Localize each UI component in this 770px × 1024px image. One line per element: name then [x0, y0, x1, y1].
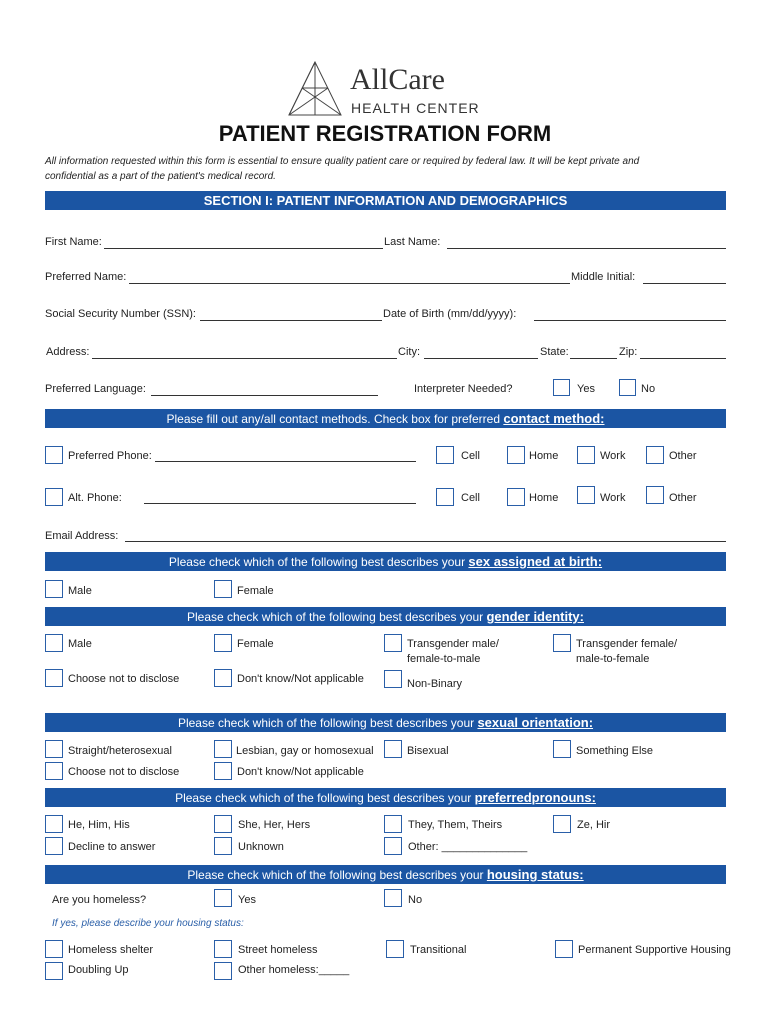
orientation-something-else-checkbox[interactable] — [553, 740, 571, 758]
pronouns-other-label: Other: ______________ — [408, 841, 528, 853]
state-field[interactable] — [570, 358, 617, 359]
pronouns-decline-label: Decline to answer — [68, 841, 156, 853]
gender-choose-not-checkbox[interactable] — [45, 669, 63, 687]
phone1-cell-checkbox[interactable] — [436, 446, 454, 464]
housing-heading: Please check which of the following best describes your housing status: — [45, 865, 726, 884]
pronouns-they-label: They, Them, Theirs — [408, 819, 503, 831]
phone1-other-label: Other — [669, 450, 697, 462]
phone1-work-label: Work — [600, 450, 626, 462]
homeless-yes-label: Yes — [238, 894, 256, 906]
gender-dont-know-label: Don't know/Not applicable — [237, 673, 364, 685]
gender-female-label: Female — [237, 638, 274, 650]
sex-heading: Please check which of the following best describes your sex assigned at birth: — [45, 552, 726, 571]
homeless-no-label: No — [408, 894, 423, 906]
interpreter-no-checkbox[interactable] — [619, 379, 636, 396]
brand-name: AllCare — [350, 63, 445, 96]
pronouns-decline-checkbox[interactable] — [45, 837, 63, 855]
triangle-logo-icon — [285, 60, 345, 120]
gender-trans-female-label: Transgender female/ male-to-female — [576, 638, 678, 665]
phone2-work-checkbox[interactable] — [577, 486, 595, 504]
middle-initial-label: Middle Initial: — [571, 271, 636, 283]
phone2-cell-label: Cell — [461, 492, 480, 504]
phone1-home-label: Home — [529, 450, 559, 462]
housing-other-label: Other homeless:_____ — [238, 964, 350, 976]
ssn-field[interactable] — [200, 320, 382, 321]
logo — [285, 60, 495, 120]
alt-phone-field[interactable] — [144, 503, 416, 504]
orientation-something-else-label: Something Else — [576, 745, 654, 757]
homeless-question-label: Are you homeless? — [52, 894, 147, 906]
pronouns-they-checkbox[interactable] — [384, 815, 402, 833]
orientation-choose-not-label: Choose not to disclose — [68, 766, 180, 778]
orientation-heading: Please check which of the following best describes your sexual orientation: — [45, 713, 726, 732]
alt-phone-label: Alt. Phone: — [68, 492, 122, 504]
homeless-no-checkbox[interactable] — [384, 889, 402, 907]
gender-trans-female-checkbox[interactable] — [553, 634, 571, 652]
phone2-other-label: Other — [669, 492, 697, 504]
zip-label: Zip: — [619, 346, 638, 358]
pronouns-she-checkbox[interactable] — [214, 815, 232, 833]
preferred-name-label: Preferred Name: — [45, 271, 127, 283]
housing-transitional-label: Transitional — [410, 944, 467, 956]
housing-shelter-label: Homeless shelter — [68, 944, 153, 956]
pronouns-unknown-label: Unknown — [238, 841, 284, 853]
housing-if-yes-note: If yes, please describe your housing status: — [52, 918, 244, 929]
orientation-lesbian-checkbox[interactable] — [214, 740, 232, 758]
phone2-cell-checkbox[interactable] — [436, 488, 454, 506]
state-label: State: — [540, 346, 569, 358]
housing-shelter-checkbox[interactable] — [45, 940, 63, 958]
housing-permanent-label: Permanent Supportive Housing — [578, 944, 731, 956]
last-name-label: Last Name: — [384, 236, 441, 248]
last-name-field[interactable] — [447, 248, 726, 249]
intro-line-2: confidential as a part of the patient's medical record. — [45, 171, 276, 182]
orientation-choose-not-checkbox[interactable] — [45, 762, 63, 780]
interpreter-yes-checkbox[interactable] — [553, 379, 570, 396]
housing-permanent-checkbox[interactable] — [555, 940, 573, 958]
phone2-other-checkbox[interactable] — [646, 486, 664, 504]
section-1-heading: SECTION I: PATIENT INFORMATION AND DEMOGRAPHICS — [45, 191, 726, 210]
dob-field[interactable] — [534, 320, 726, 321]
preferred-language-field[interactable] — [151, 395, 378, 396]
dob-label: Date of Birth (mm/dd/yyyy): — [383, 308, 517, 320]
pronouns-she-label: She, Her, Hers — [238, 819, 311, 831]
address-field[interactable] — [92, 358, 397, 359]
ssn-label: Social Security Number (SSN): — [45, 308, 196, 320]
alt-phone-checkbox[interactable] — [45, 488, 63, 506]
preferred-phone-checkbox[interactable] — [45, 446, 63, 464]
email-field[interactable] — [125, 541, 726, 542]
homeless-yes-checkbox[interactable] — [214, 889, 232, 907]
sex-male-label: Male — [68, 585, 92, 597]
housing-street-label: Street homeless — [238, 944, 318, 956]
preferred-phone-field[interactable] — [155, 461, 416, 462]
preferred-language-label: Preferred Language: — [45, 383, 146, 395]
interpreter-label: Interpreter Needed? — [414, 383, 513, 395]
address-label: Address: — [46, 346, 90, 358]
phone1-cell-label: Cell — [461, 450, 480, 462]
housing-doubling-label: Doubling Up — [68, 964, 129, 976]
sex-male-checkbox[interactable] — [45, 580, 63, 598]
housing-doubling-checkbox[interactable] — [45, 962, 63, 980]
orientation-lesbian-label: Lesbian, gay or homosexual — [236, 745, 374, 757]
pronouns-unknown-checkbox[interactable] — [214, 837, 232, 855]
housing-transitional-checkbox[interactable] — [386, 940, 404, 958]
sex-female-label: Female — [237, 585, 274, 597]
first-name-field[interactable] — [104, 248, 383, 249]
pronouns-ze-checkbox[interactable] — [553, 815, 571, 833]
pronouns-ze-label: Ze, Hir — [577, 819, 610, 831]
city-label: City: — [398, 346, 420, 358]
phone2-home-checkbox[interactable] — [507, 488, 525, 506]
phone1-other-checkbox[interactable] — [646, 446, 664, 464]
contact-heading: Please fill out any/all contact methods. Check box for preferred contact method: — [45, 409, 726, 428]
phone2-work-label: Work — [600, 492, 626, 504]
gender-trans-male-label: Transgender male/ female-to-male — [407, 638, 499, 665]
interpreter-yes-label: Yes — [577, 383, 595, 395]
phone1-home-checkbox[interactable] — [507, 446, 525, 464]
brand-subtitle: HEALTH CENTER — [351, 100, 480, 116]
preferred-name-field[interactable] — [129, 283, 570, 284]
housing-other-checkbox[interactable] — [214, 962, 232, 980]
orientation-straight-checkbox[interactable] — [45, 740, 63, 758]
housing-street-checkbox[interactable] — [214, 940, 232, 958]
gender-dont-know-checkbox[interactable] — [214, 669, 232, 687]
intro-text — [45, 154, 735, 184]
intro-line-1: All information requested within this form is essential to ensure quality patient care or required by federal law. It will be kept private and — [45, 156, 640, 167]
orientation-straight-label: Straight/heterosexual — [68, 745, 172, 757]
pronouns-he-label: He, Him, His — [68, 819, 130, 831]
city-field[interactable] — [424, 358, 538, 359]
interpreter-no-label: No — [641, 383, 656, 395]
gender-non-binary-checkbox[interactable] — [384, 670, 402, 688]
email-label: Email Address: — [45, 530, 119, 542]
preferred-phone-label: Preferred Phone: — [68, 450, 152, 462]
gender-heading: Please check which of the following best describes your gender identity: — [45, 607, 726, 626]
phone2-home-label: Home — [529, 492, 559, 504]
gender-male-label: Male — [68, 638, 92, 650]
orientation-dont-know-label: Don't know/Not applicable — [237, 766, 364, 778]
pronouns-he-checkbox[interactable] — [45, 815, 63, 833]
pronouns-heading: Please check which of the following best describes your preferredpronouns: — [45, 788, 726, 807]
page-title: PATIENT REGISTRATION FORM — [218, 121, 552, 146]
zip-field[interactable] — [640, 358, 726, 359]
gender-choose-not-label: Choose not to disclose — [68, 673, 180, 685]
sex-female-checkbox[interactable] — [214, 580, 232, 598]
phone1-work-checkbox[interactable] — [577, 446, 595, 464]
orientation-bisexual-checkbox[interactable] — [384, 740, 402, 758]
middle-initial-field[interactable] — [643, 283, 726, 284]
gender-male-checkbox[interactable] — [45, 634, 63, 652]
orientation-bisexual-label: Bisexual — [407, 745, 449, 757]
orientation-dont-know-checkbox[interactable] — [214, 762, 232, 780]
gender-female-checkbox[interactable] — [214, 634, 232, 652]
first-name-label: First Name: — [45, 236, 102, 248]
gender-trans-male-checkbox[interactable] — [384, 634, 402, 652]
pronouns-other-checkbox[interactable] — [384, 837, 402, 855]
gender-non-binary-label: Non-Binary — [407, 678, 463, 690]
